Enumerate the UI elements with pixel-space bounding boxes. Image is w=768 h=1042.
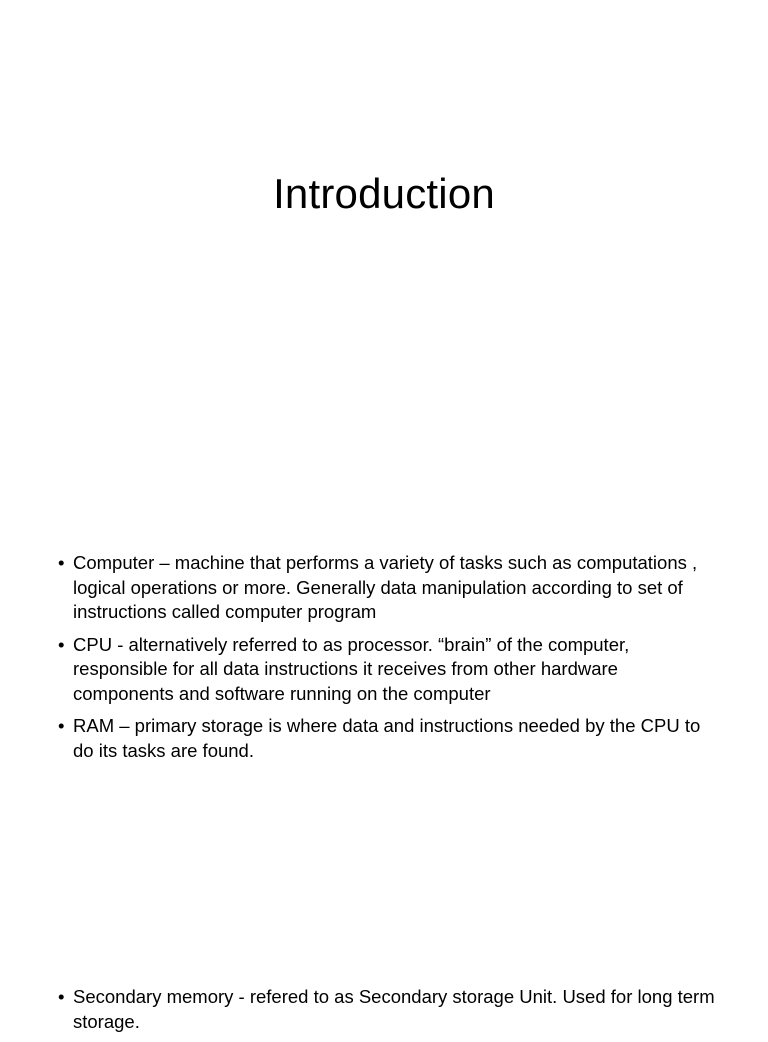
bullet-item-secondary-memory (58, 985, 718, 1034)
bullet-text: RAM – primary storage is where data and instructions needed by the CPU to do its tasks are found. (73, 715, 701, 761)
bullet-icon: • (58, 633, 65, 655)
next-bullet-list (58, 985, 718, 1042)
bullet-text: Computer – machine that performs a variety of tasks such as computations , logical operations or more. Generally data manipulation according to set of instructions called computer program (73, 552, 698, 622)
bullet-item-computer (58, 551, 718, 625)
bullet-text: Secondary memory - refered to as Secondary storage Unit. Used for long term storage. (73, 986, 715, 1032)
bullet-item-ram (58, 714, 718, 763)
bullet-item-cpu (58, 633, 718, 707)
bullet-text: CPU - alternatively referred to as processor. “brain” of the computer, responsible for all data instructions it receives from other hardware components and software running on the computer (73, 633, 630, 704)
bullet-icon: • (58, 986, 65, 1007)
bullet-list (58, 551, 718, 771)
bullet-icon: • (58, 552, 65, 573)
slide-title: Introduction (273, 170, 495, 217)
bullet-icon: • (58, 715, 65, 736)
